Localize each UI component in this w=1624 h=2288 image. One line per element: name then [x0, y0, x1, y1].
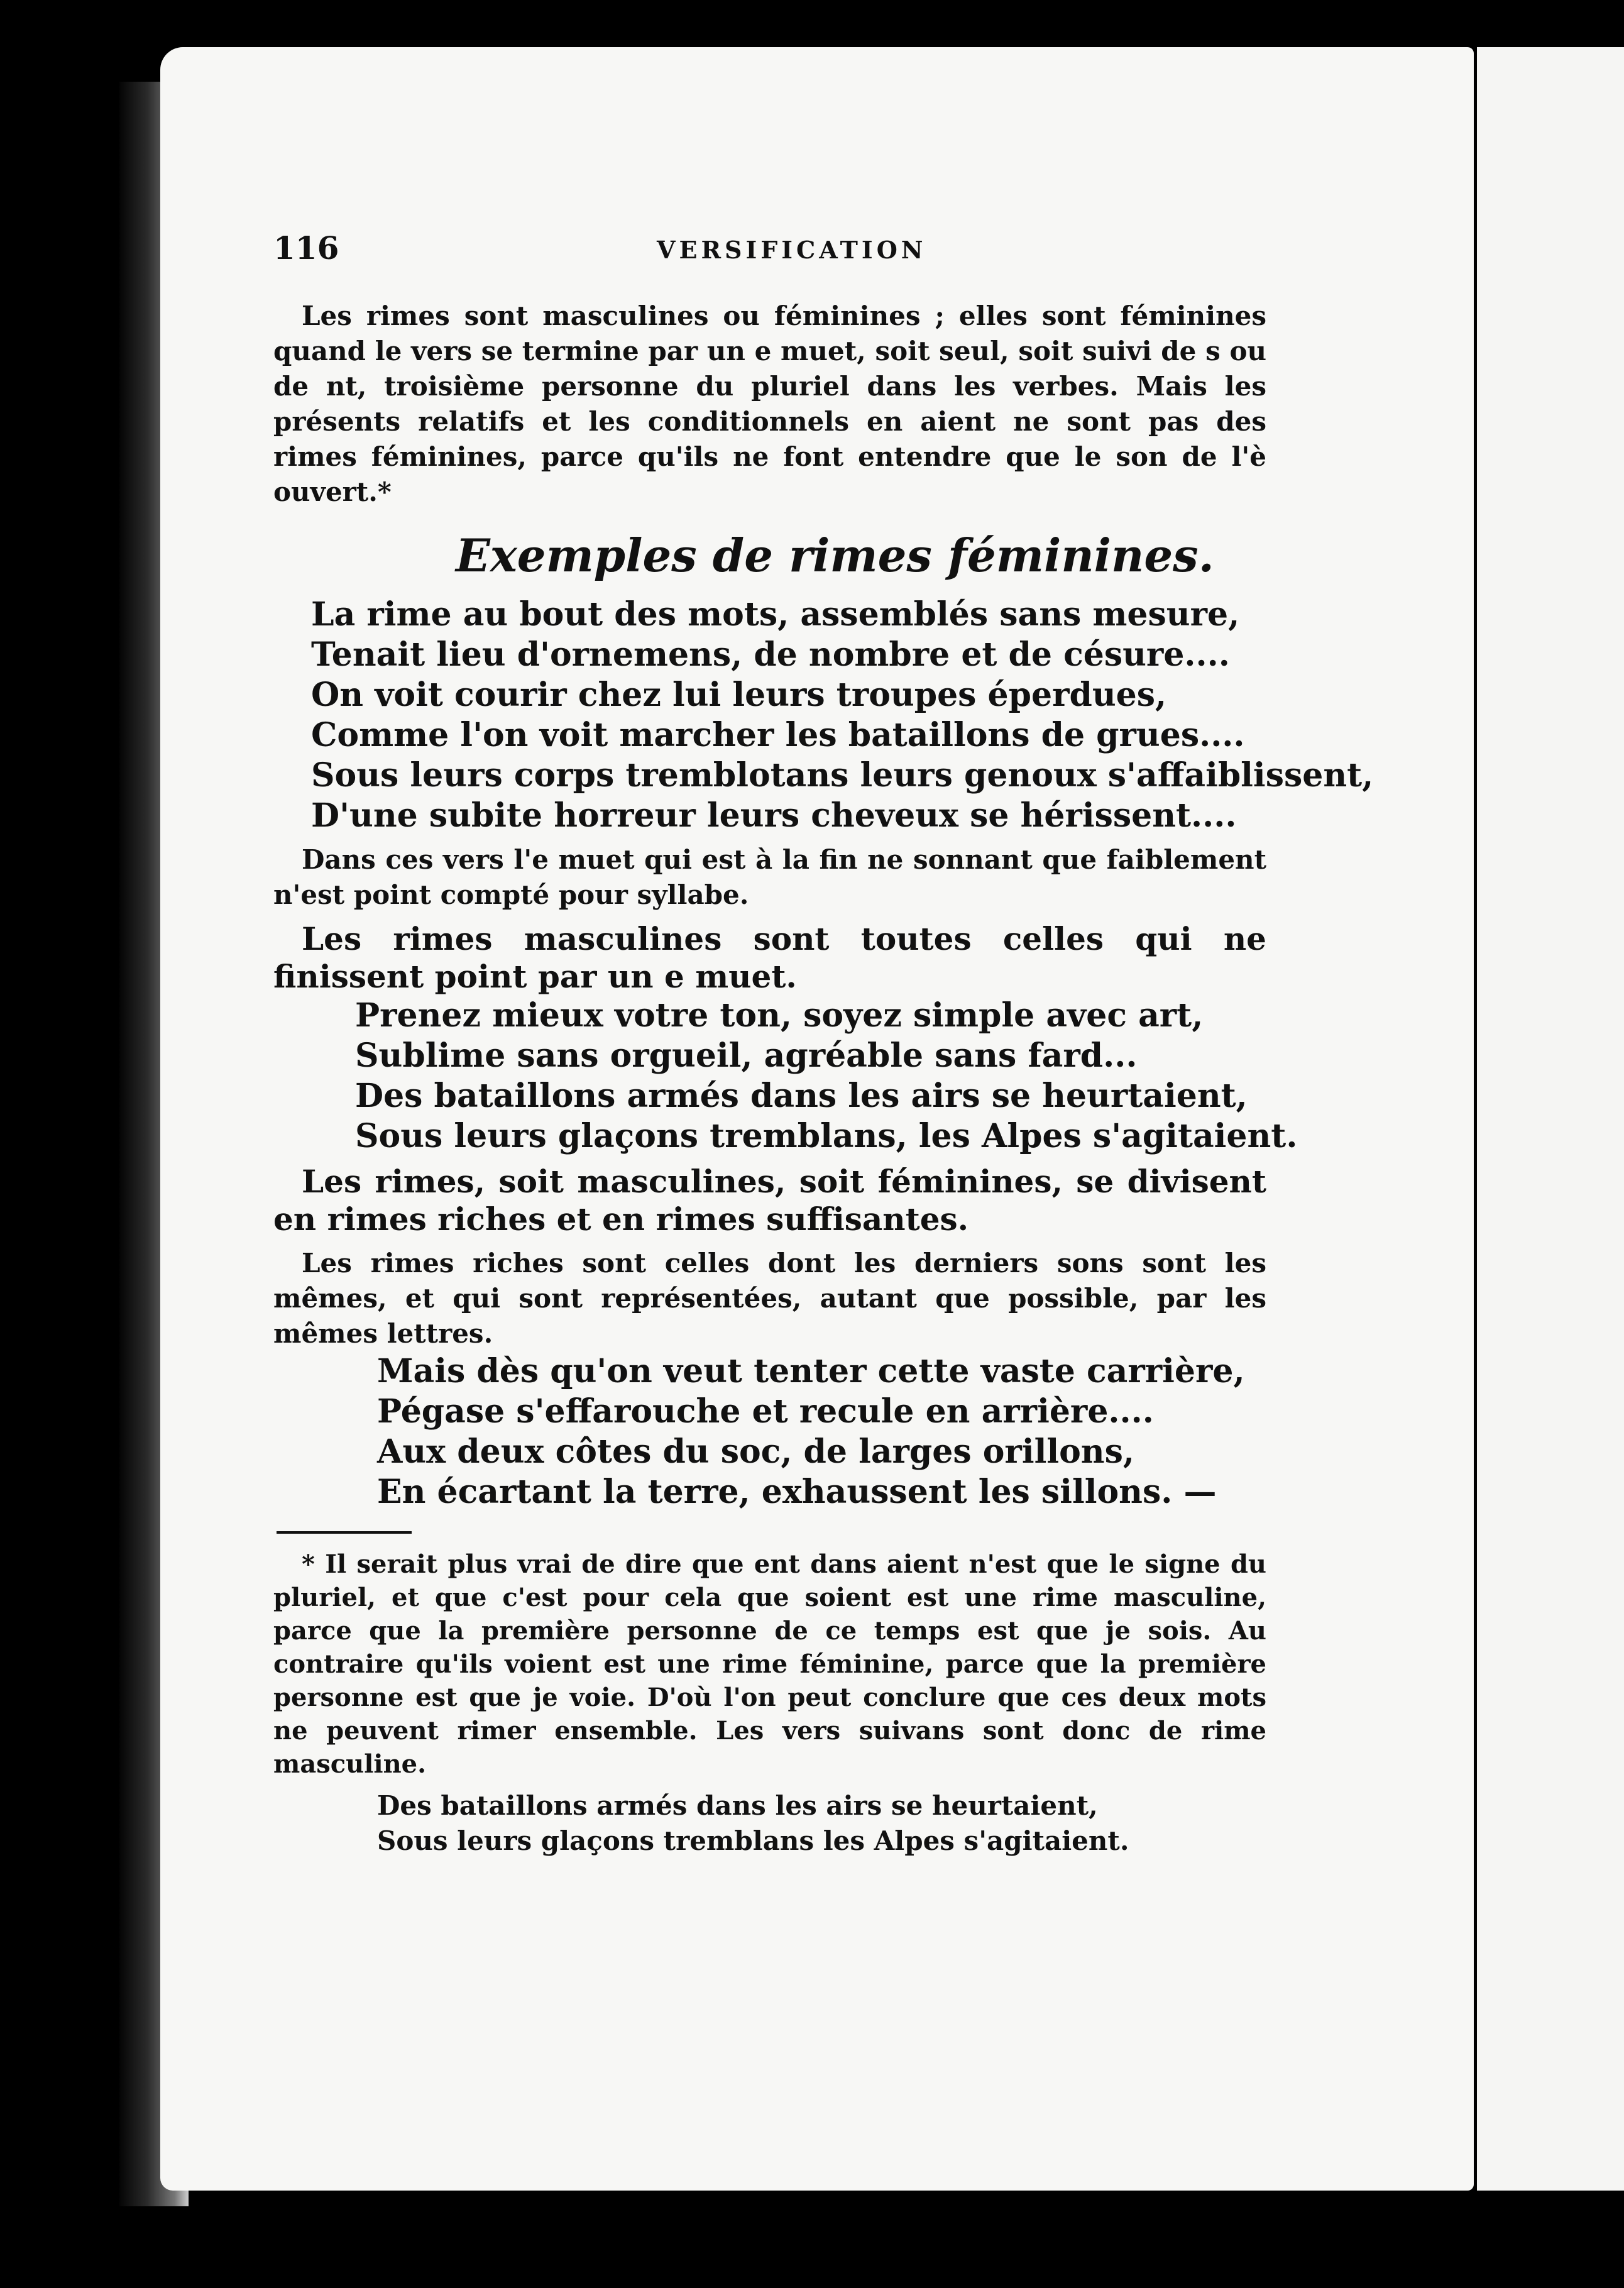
verse-line: Sous leurs glaçons tremblans, les Alpes s'agitaient. — [355, 1117, 1298, 1155]
verse-line: Tenait lieu d'ornemens, de nombre et de césure.... — [311, 635, 1230, 674]
verses-feminine — [273, 595, 1374, 836]
paragraph-masculine: Les rimes masculines sont toutes celles qui ne finissent point par un e muet. — [273, 920, 1266, 995]
paragraph-rime-definition: Les rimes sont masculines ou féminines ; elles sont féminines quand le vers se termine par un e muet, soit seul, soit suivi de s ou de nt, troisième personne du pluriel dans les verbes. Mais les présents relatifs et les conditionnels en aient ne sont pas des rimes féminines, parce qu'ils ne font entendre que le son de l'è ouvert.* — [273, 300, 1266, 507]
verse-line: Des bataillons armés dans les airs se heurtaient, — [355, 1077, 1248, 1115]
verse-line: On voit courir chez lui leurs troupes éperdues, — [311, 676, 1167, 714]
footnote-verse-line: Des bataillons armés dans les airs se heurtaient, — [377, 1790, 1098, 1821]
verse-line: Aux deux côtes du soc, de larges orillons, — [377, 1433, 1134, 1471]
verse-line: En écartant la terre, exhaussent les sillons. — — [377, 1473, 1217, 1511]
footnote-text: * Il serait plus vrai de dire que ent dans aient n'est que le signe du pluriel, et que c'est pour cela que soient est une rime masculine, parce que la première personne de ce temps est que je sois. Au contraire qu'ils voient est une rime féminine, parce que la première personne est que je voie. D'où l'on peut conclure que ces deux mots ne peuvent rimer ensemble. Les vers suivans sont donc de rime masculine. — [273, 1549, 1266, 1779]
verse-line: La rime au bout des mots, assemblés sans mesure, — [311, 595, 1240, 634]
verse-line: Sublime sans orgueil, agréable sans fard... — [355, 1037, 1138, 1075]
verse-line: D'une subite horreur leurs cheveux se hérissent.... — [311, 796, 1237, 835]
verse-line: Pégase s'effarouche et recule en arrière.... — [377, 1392, 1154, 1431]
verse-line: Comme l'on voit marcher les bataillons de grues.... — [311, 716, 1245, 754]
verse-line: Mais dès qu'on veut tenter cette vaste carrière, — [377, 1352, 1245, 1390]
footnote-verse-line: Sous leurs glaçons tremblans les Alpes s'agitaient. — [377, 1825, 1129, 1856]
verse-line: Sous leurs corps tremblotans leurs genoux s'affaiblissent, — [311, 756, 1374, 795]
note-e-muet: Dans ces vers l'e muet qui est à la fin ne sonnant que faiblement n'est point compté pour syllabe. — [273, 844, 1266, 910]
verses-rich — [273, 1351, 1266, 1512]
note-rich-rhymes: Les rimes riches sont celles dont les derniers sons sont les mêmes, et qui sont représentées, autant que possible, par les mêmes lettres. — [273, 1248, 1266, 1349]
verse-line: Prenez mieux votre ton, soyez simple avec art, — [355, 996, 1204, 1035]
page-content — [273, 229, 1374, 1859]
facing-page-edge — [1477, 47, 1624, 2191]
footnote-rule — [277, 1531, 412, 1534]
page-header — [273, 229, 1266, 273]
paragraph-rich-sufficient: Les rimes, soit masculines, soit féminines, se divisent en rimes riches et en rimes suffisantes. — [273, 1163, 1266, 1238]
verses-masculine — [273, 996, 1298, 1157]
book-page — [160, 47, 1474, 2191]
page-number: 116 — [273, 229, 339, 267]
running-title: VERSIFICATION — [657, 236, 927, 264]
section-title: Exemples de rimes féminines. — [456, 529, 1214, 582]
